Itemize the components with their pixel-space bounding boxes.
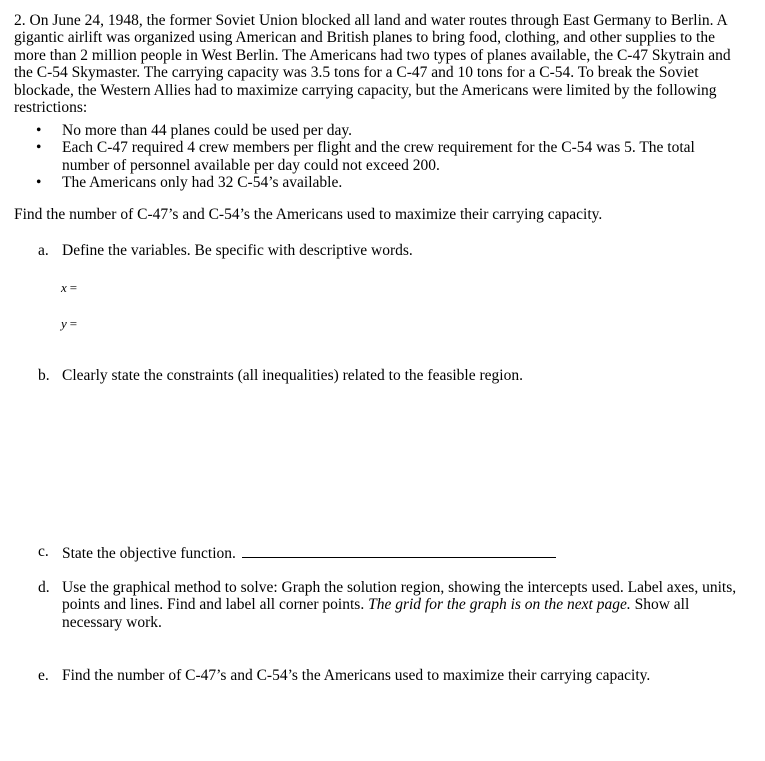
restriction-text: No more than 44 planes could be used per day. xyxy=(62,122,352,139)
restriction-text: The Americans only had 32 C-54’s available. xyxy=(62,174,343,192)
part-text: Use the graphical method to solve: Graph the solution region, showing the intercepts used. Label axes, units, points and lines. Find and label all corner points. xyxy=(62,579,737,614)
part-label: a. xyxy=(38,242,49,259)
part-b xyxy=(38,367,738,384)
part-d xyxy=(38,579,738,631)
part-text: Clearly state the constraints (all inequalities) related to the feasible region. xyxy=(62,367,523,384)
part-text-wrapper xyxy=(62,579,738,631)
restriction-text: Each C-47 required 4 crew members per flight and the crew requirement for the C-54 was 5. The total number of personnel available per day could not exceed 200. xyxy=(62,139,695,174)
list-item xyxy=(36,174,736,191)
variable-y xyxy=(61,316,77,332)
problem-intro: 2. On June 24, 1948, the former Soviet Union blocked all land and water routes through East Germany to Berlin. A gigantic airlift was organized using American and British planes to bring food, clothing, and other supplies to the more than 2 million people in West Berlin. The Americans had two types of planes available, the C-47 Skytrain and the C-54 Skymaster. The carrying capacity was 3.5 tons for a C-47 and 10 tons for a C-54. To break the Soviet blockade, the Western Allies had to maximize carrying capacity, but the Americans were limited by the following restrictions: xyxy=(14,12,731,117)
variable-name: y xyxy=(61,316,67,331)
bullet-icon: • xyxy=(36,174,42,192)
list-item xyxy=(36,122,736,139)
part-label: d. xyxy=(38,579,50,596)
main-question: Find the number of C-47’s and C-54’s the Americans used to maximize their carrying capacity. xyxy=(14,206,603,223)
part-text-end: Show all necessary work. xyxy=(62,596,690,631)
part-text-italic: The grid for the graph is on the next page. xyxy=(368,596,631,614)
bullet-icon: • xyxy=(36,139,42,157)
part-c xyxy=(38,543,738,562)
part-e xyxy=(38,667,738,684)
part-a xyxy=(38,242,738,259)
part-label: b. xyxy=(38,367,50,384)
variable-name: x xyxy=(61,280,67,295)
part-label: e. xyxy=(38,667,49,684)
equals-sign: = xyxy=(69,316,78,331)
part-text: Find the number of C-47’s and C-54’s the Americans used to maximize their carrying capacity. xyxy=(62,667,651,684)
equals-sign: = xyxy=(69,280,78,295)
restrictions-list xyxy=(36,122,736,192)
part-text-wrapper xyxy=(62,543,738,562)
answer-blank-line[interactable] xyxy=(242,543,556,558)
bullet-icon: • xyxy=(36,122,42,139)
list-item xyxy=(36,139,736,174)
part-text: State the objective function. xyxy=(62,545,236,562)
variable-x xyxy=(61,280,77,296)
part-text: Define the variables. Be specific with descriptive words. xyxy=(62,242,413,259)
part-label: c. xyxy=(38,543,49,560)
